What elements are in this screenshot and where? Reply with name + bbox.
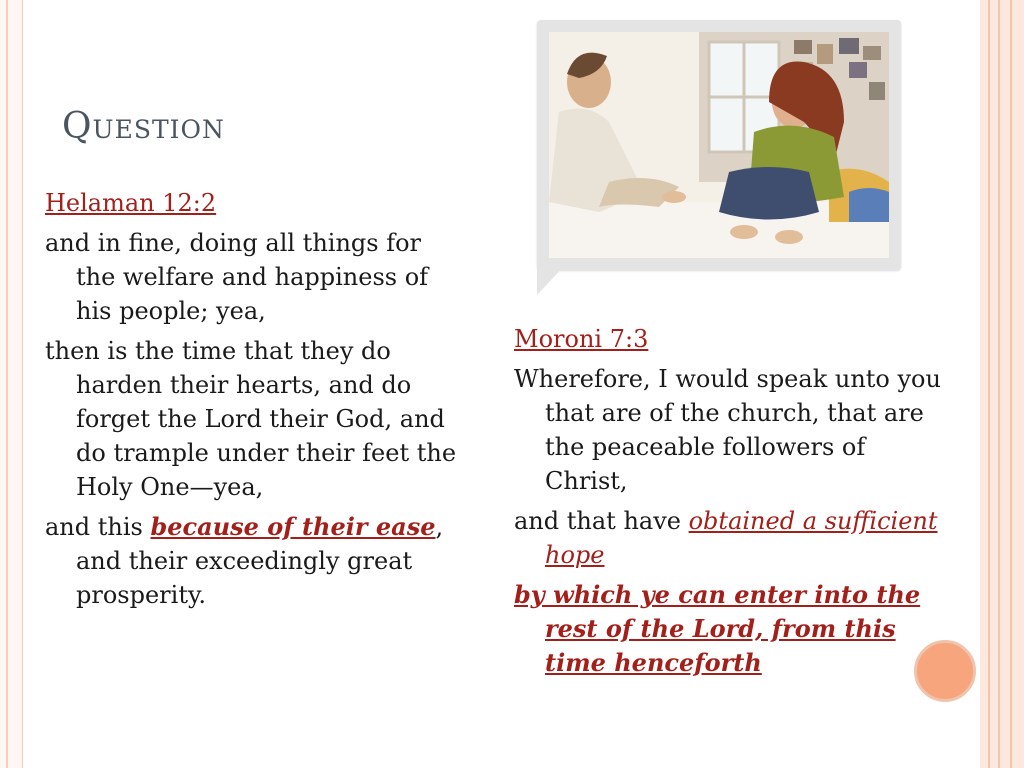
helaman-para-3-tail: , and their exceedingly great prosperity. xyxy=(76,513,444,609)
helaman-para-1: and in fine, doing all things for the welfare and happiness of his people; yea, xyxy=(45,229,429,325)
moroni-para-2 xyxy=(514,504,954,572)
helaman-para-2: then is the time that they do harden their hearts, and do forget the Lord their God, and do trample under their feet the Holy One—yea, xyxy=(45,337,457,501)
right-column xyxy=(514,322,954,686)
scripture-reference-helaman: Helaman 12:2 xyxy=(45,189,217,217)
photo-callout xyxy=(537,20,901,290)
scripture-reference-moroni: Moroni 7:3 xyxy=(514,325,649,353)
moroni-para-2-lead: and that have xyxy=(514,507,689,535)
moroni-para-1: Wherefore, I would speak unto you that are of the church, that are the peaceable followers of Christ, xyxy=(514,365,941,495)
emphasis-sufficient-hope: obtained a sufficient hope xyxy=(545,507,938,569)
photo-callout-tail xyxy=(537,265,565,295)
slide-title: Question xyxy=(62,106,225,147)
decorative-orange-circle xyxy=(914,640,976,702)
moroni-para-3-emphasis: by which ye can enter into the rest of the Lord, from this time henceforth xyxy=(514,580,921,677)
emphasis-because-of-their-ease: because of their ease xyxy=(150,512,436,541)
helaman-para-3-lead: and this xyxy=(45,513,151,541)
left-column xyxy=(45,186,465,618)
right-frame-stripes xyxy=(980,0,1024,768)
left-frame-border xyxy=(0,0,23,768)
helaman-para-3 xyxy=(45,510,465,612)
photo-two-women-talking xyxy=(549,32,889,258)
